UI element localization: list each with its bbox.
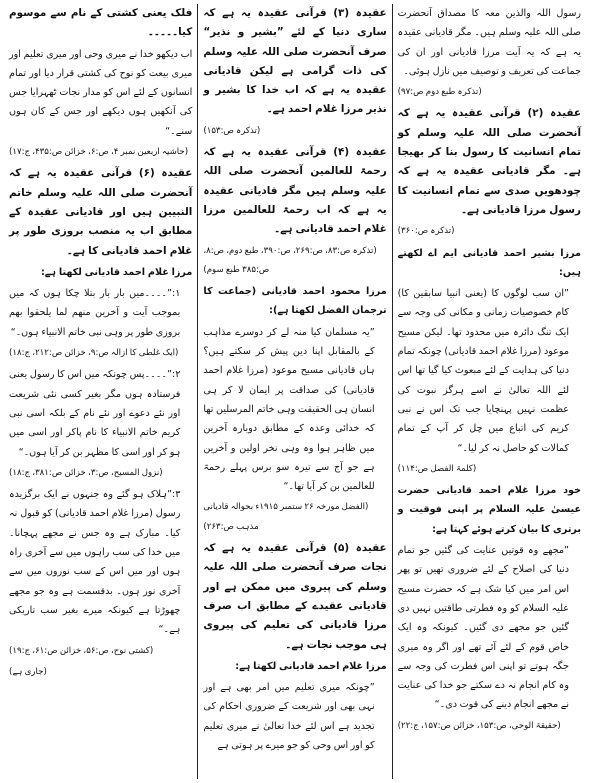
paragraph: (تذکرہ ص:۱۵۳) <box>203 125 261 136</box>
paragraph: عقیدہ (۴) قرآنی عقیدہ یہ ہے کہ رحمۃ للعالمین آنحضرت صلی اللہ علیہ وسلم ہیں مگر قادیانی عقیدہ یہ ہے کہ اب رحمۃ للعالمین مرزا غلام احمد قادیانی ہے۔ <box>203 146 387 236</box>
paragraph: خود مرزا غلام احمد قادیانی حضرت عیسیٰ علیہ السلام پر اپنی فوقیت و برتری کا بیان کرتے ہوئے کہتا ہے: <box>397 485 581 535</box>
paragraph: (کلمۃ الفصل ص:۱۱۴) <box>397 463 477 474</box>
paragraph: عقیدہ (۲) قرآنی عقیدہ یہ ہے کہ آنحضرت صلی اللہ علیہ وسلم کو تمام انسانیت کا رسول بنا کر بھیجا ہے۔ مگر قادیانی عقیدہ یہ ہے کہ چودھویں صدی سے تمام انسانیت کا رسول مرزا قادیانی ہے۔ <box>397 107 581 216</box>
paragraph: مرزا غلام احمد قادیانی لکھتا ہے: <box>40 266 193 278</box>
paragraph: ”ان سب لوگوں کا (یعنی انبیا سابقین کا) کام خصوصیات زمانی و مکانی کی وجہ سے ایک تنگ دائرہ میں محدود تھا۔ لیکن مسیح موعود (مرزا غلام احمد قادیانی) چونکہ تمام دنیا کی ہدایت کے لئے مبعوث کیا گیا تھا اس لئے اللہ تعالیٰ نے اسے ہرگز نبوت کی عظمت نہیں پہنچایا جب تک اس نے نبی کریم کی اتباع میں چل کر آپ کے تمام کمالات کو حاصل نہ کر لیا۔“ <box>397 288 569 454</box>
paragraph: (الفضل مورخہ ۲۶ ستمبر ۱۹۱۵ء بحوالہ قادیانی مذہب ص:۲۶۳) <box>203 502 369 532</box>
paragraph: رسول اللہ والذین معہ کا مصداق آنحضرت صلی اللہ علیہ وسلم ہیں۔ مگر قادیانی عقیدہ یہ ہے کہ یہ آیت مرزا قادیانی اور ان کی جماعت کی تعریف و توصیف میں نازل ہوئی۔ <box>397 8 581 77</box>
paragraph: مرزا بشیر احمد قادیانی ایم اے لکھتے ہیں: <box>397 247 581 278</box>
paragraph: فلک یعنی کشتی کے نام سے موسوم کیا۔۔۔۔۔ <box>9 7 193 39</box>
paragraph: ”چونکہ میری تعلیم میں امر بھی ہے اور نہی بھی اور شریعت کے ضروری احکام کی تجدید ہے اس لئے خدا تعالیٰ نے میری تعلیم کو اور اس وحی کو جو میرے پر ہوتی ہے <box>203 682 375 751</box>
paragraph: (حقیقۃ الوحی، ص:۱۵۳، خزائن ص:۱۵۷، ج:۲۲) <box>397 720 561 731</box>
paragraph: ”مجھے وہ قوتیں عنایت کی گئیں جو تمام دنیا کی اصلاح کے لئے ضروری تھیں تو پھر اس امر میں کیا شک ہے کہ حضرت مسیح علیہ السلام کو وہ فطرتی طاقتیں نہیں دی گئیں جو مجھے دی گئیں۔ کیونکہ وہ ایک خاص قوم کے لئے آئے تھے اور اگر وہ میری جگہ ہوتے تو اپنی اس فطرت کی وجہ سے وہ کام انجام نہ دے سکتے جو خدا کی عنایت نے مجھے انجام دینے کی قوت دی۔“ <box>397 545 569 711</box>
text-column-left <box>4 4 197 779</box>
paragraph: ۱:”۔۔۔۔میں بار بار بتلا چکا ہوں کہ میں بموجب آیت و آخرین منھم لما یلحقوا بھم بروزی طور پر وہی نبی خاتم الانبیاء ہوں۔“ <box>9 288 181 338</box>
paragraph: اب دیکھو خدا نے میری وحی اور میری تعلیم اور میری بیعت کو نوح کی کشتی قرار دیا اور تمام انسانوں کے لئے اس کو مدار نجات ٹھہرایا جس کی آنکھیں ہوں دیکھے اور جس کے کان ہوں سنے۔“ <box>9 48 193 137</box>
paragraph: (تذکرہ ص:۳۶۰) <box>397 226 455 237</box>
paragraph: (ایک غلطی کا ازالہ ص:۹، خزائن ص:۲۱۲، ج:۱۸) <box>9 348 179 359</box>
paragraph: ”یہ مسلمان کیا منہ لے کر دوسرے مذاہب کے بالمقابل اپنا دین پیش کر سکتے ہیں؟ ہاں قادیانی مسیح موعود (مرزا غلام احمد قادیانی) کی صداقت پر ایمان لا کر ہی انسان ہی الحقیقت وہی خاتم المرسلین تھا کہ خدائی وعدہ کے مطابق دوبارہ آخرین میں ظاہر ہوا وہ وہی نخر اولین و آخرین ہے جو آج سے تیرہ سو برس پہلے رحمۃ للعالمین بن کر آیا تھا۔“ <box>203 326 375 493</box>
paragraph: عقیدہ (۵) قرآنی عقیدہ یہ ہے کہ نجات صرف آنحضرت صلی اللہ علیہ وسلم کی پیروی میں ممکن ہے اور قادیانی عقیدے کے مطابق اب صرف مرزا قادیانی کی تعلیم کی پیروی ہی موجب نجات ہے۔ <box>203 542 387 651</box>
paragraph: ۳:”ہلاک ہو گئے وہ جنہوں نے ایک برگزیدہ رسول (مرزا غلام احمد قادیانی) کو قبول نہ کیا۔ مبارک ہے وہ جس نے مجھے پہچانا۔ میں خدا کی سب راہوں میں سے آخری راہ ہوں اور میں اس کے سب نوروں میں سے آخری نور ہوں۔ بدقسمت ہے وہ جو مجھے چھوڑتا ہے کیونکہ میرے بغیر سب تاریکی ہے۔“ <box>9 489 181 636</box>
text-column-middle <box>197 4 391 779</box>
paragraph: عقیدہ (۶) قرآنی عقیدہ یہ ہے کہ آنحضرت صلی اللہ علیہ وسلم خاتم النبیین ہیں اور قادیانی عقیدہ کے مطابق اب یہ منصب بروزی طور پر غلام احمد قادیانی کا ہے۔ <box>9 167 193 257</box>
paragraph: (تذکرہ طبع دوم ص:۹۷) <box>397 87 482 98</box>
paragraph: (نزول المسیح، ص:۳، خزائن ص:۳۸۱، ج:۱۸) <box>9 467 163 478</box>
paragraph: (تذکرہ ص:۸۳، ص:۲۶۹، ص:۳۹۰، طبع دوم، ص:۸، ص:۳۸۵ طبع سوم) <box>203 245 377 275</box>
paragraph: عقیدہ (۳) قرآنی عقیدہ یہ ہے کہ ساری دنیا کے لئے ”بشیر و نذیر“ صرف آنحضرت صلی اللہ علیہ وسلم کی ذات گرامی ہے لیکن قادیانی عقیدہ یہ ہے کہ اب خدا کا بشیر و نذیر مرزا غلام احمد ہے۔ <box>203 7 387 116</box>
text-column-right <box>392 4 586 779</box>
paragraph: (حاشیہ اربعین نمبر ۴، ص:۶، خزائن ص:۴۳۵، ج:۱۷) <box>9 147 189 158</box>
paragraph: (جاری ہے) <box>9 666 47 677</box>
paragraph: (کشتی نوح، ص:۵۶، خزائن ص:۶۱، ج:۱۹) <box>9 645 154 656</box>
paragraph: مرزا محمود احمد قادیانی (جماعت کا ترجمان الفضل لکھتا ہے): <box>203 286 387 317</box>
paragraph: ۲:”۔۔۔۔پس چونکہ میں اس کا رسول یعنی فرستادہ ہوں مگر بغیر کسی نئی شریعت اور نئے دعوے اور نئے نام کے بلکہ اسی نبی کریم خاتم الانبیاء کا نام پاکر اور اسی میں ہو کر اور اسی کا مظہر بن کر آیا ہوں۔“ <box>9 369 181 458</box>
paragraph: مرزا غلام احمد قادیانی لکھتا ہے: <box>235 660 387 672</box>
